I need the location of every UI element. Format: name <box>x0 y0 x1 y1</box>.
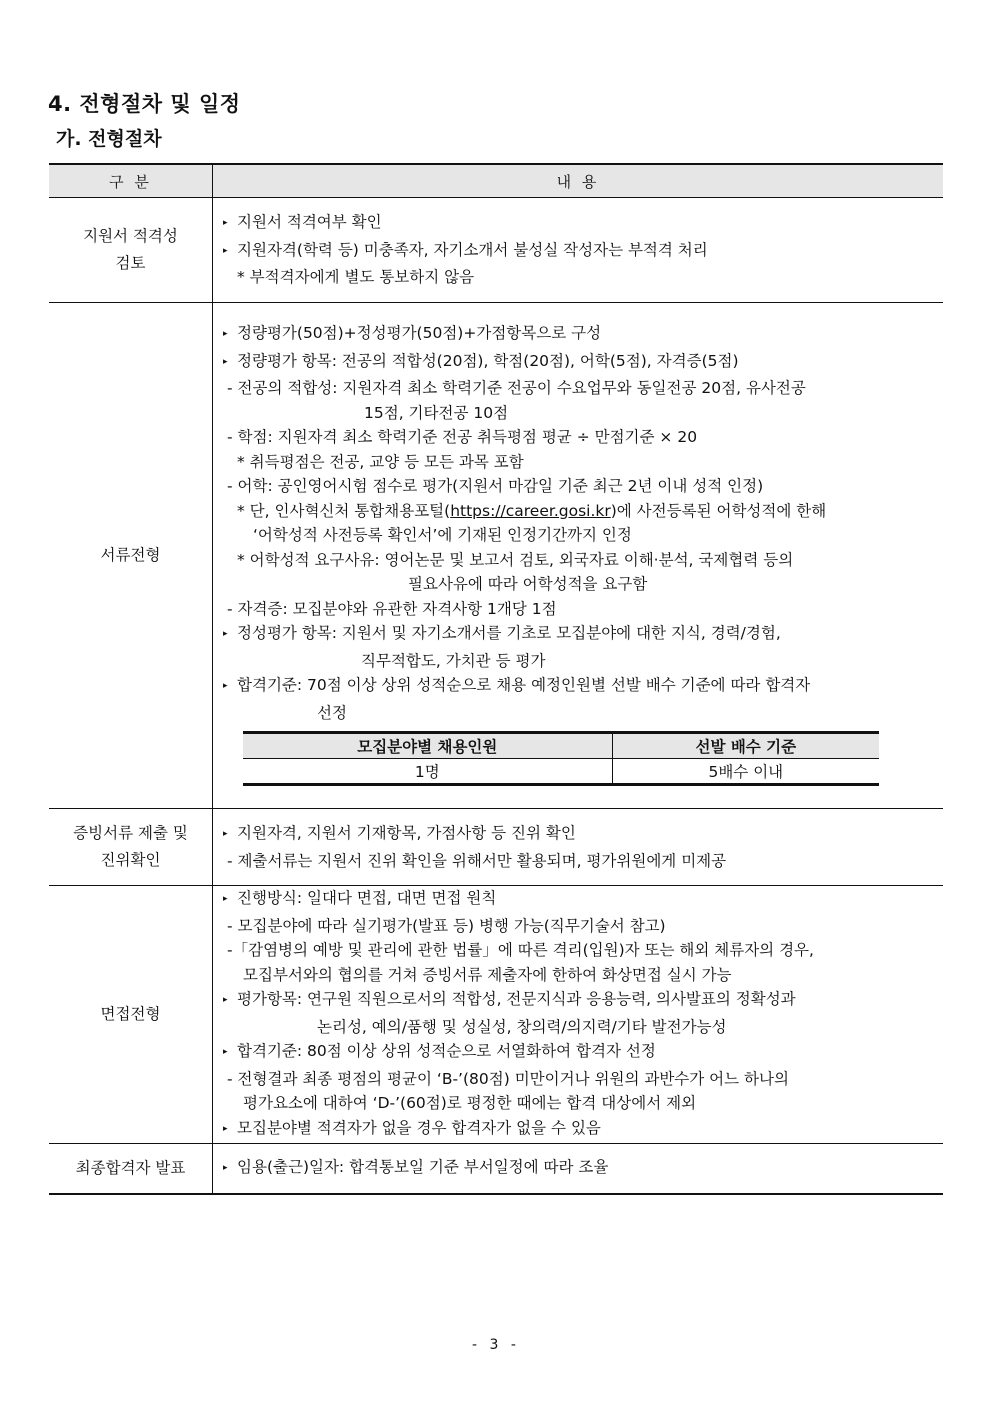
career-portal-link[interactable]: https://career.gosi.kr <box>450 501 611 520</box>
continuation-line: 직무적합도, 가치관 등 평가 <box>361 651 546 670</box>
continuation-line: ‘어학성적 사전등록 확인서’에 기재된 인정기간까지 인정 <box>253 526 632 544</box>
row-content-document <box>213 303 944 809</box>
note-text: * 단, 인사혁신처 통합채용포털( <box>237 501 451 520</box>
dash-item: - 전공의 적합성: 지원자격 최소 학력기준 전공이 수요업무와 동일전공 20점, 유사전공 <box>227 379 806 397</box>
table-row <box>49 809 943 886</box>
table-header-row <box>49 164 943 198</box>
dash-item: - 전형결과 최종 평점의 평균이 ‘B-’(80점) 미만이거나 위원의 과반수가 어느 하나의 <box>227 1069 789 1088</box>
bullet-item: ▸ 정량평가(50점)+정성평가(50점)+가점항목으로 구성 <box>221 321 943 349</box>
bullet-item: ▸ 지원자격, 지원서 기재항목, 가점사항 등 진위 확인 <box>221 821 943 849</box>
dash-item: - 어학: 공인영어시험 점수로 평가(지원서 마감일 기준 최근 2년 이내 성적 인정) <box>227 477 764 495</box>
continuation-line: 15점, 기타전공 10점 <box>364 403 509 422</box>
bullet-item: ▸ 합격기준: 80점 이상 상위 성적순으로 서열화하여 합격자 선정 <box>221 1039 943 1067</box>
selection-ratio-table <box>243 731 879 786</box>
note-item <box>221 499 943 524</box>
row-label-line: 검토 <box>115 254 146 272</box>
row-content-final <box>213 1144 944 1194</box>
continuation-line: 모집부서와의 협의를 거쳐 증빙서류 제출자에 한하여 화상면접 실시 가능 <box>243 965 732 984</box>
row-label-final: 최종합격자 발표 <box>49 1144 213 1194</box>
bullet-item: ▸ 지원서 적격여부 확인 <box>221 210 943 238</box>
table-row <box>49 1144 943 1194</box>
selection-table-row <box>243 759 879 785</box>
continuation-line: 선정 <box>317 703 347 722</box>
table-row <box>49 198 943 303</box>
row-label-eligibility <box>49 198 213 303</box>
selection-table-header <box>243 733 879 759</box>
bullet-item: ▸ 지원자격(학력 등) 미충족자, 자기소개서 불성실 작성자는 부적격 처리 <box>221 238 943 266</box>
row-label-document: 서류전형 <box>49 303 213 809</box>
bullet-item: ▸ 진행방식: 일대다 면접, 대면 면접 원칙 <box>221 886 943 914</box>
row-label-line: 진위확인 <box>100 851 161 869</box>
bullet-item: ▸ 정성평가 항목: 지원서 및 자기소개서를 기초로 모집분야에 대한 지식, 경력/경험, <box>221 621 943 649</box>
dash-item: - 모집분야에 따라 실기평가(발표 등) 병행 가능(직무기술서 참고) <box>227 916 666 935</box>
row-label-line: 지원서 적격성 <box>83 227 178 245</box>
continuation-line: 필요사유에 따라 어학성적을 요구함 <box>408 575 648 593</box>
bullet-item: ▸ 합격기준: 70점 이상 상위 성적순으로 채용 예정인원별 선발 배수 기준에 따라 합격자 <box>221 673 943 701</box>
cell-headcount: 1명 <box>243 759 612 785</box>
bullet-item: ▸ 평가항목: 연구원 직원으로서의 적합성, 전문지식과 응용능력, 의사발표의 정확성과 <box>221 987 943 1015</box>
cell-ratio: 5배수 이내 <box>612 759 879 785</box>
page-number: - 3 - <box>472 1337 520 1353</box>
row-content-verification <box>213 809 944 886</box>
note-text: )에 사전등록된 어학성적에 한해 <box>610 501 827 520</box>
row-label-interview: 면접전형 <box>49 886 213 1144</box>
bullet-item: ▸ 임용(출근)일자: 합격통보일 기준 부서일정에 따라 조율 <box>221 1155 943 1183</box>
table-row <box>49 886 943 1144</box>
continuation-line: 논리성, 예의/품행 및 성실성, 창의력/의지력/기타 발전가능성 <box>317 1017 727 1036</box>
row-content-interview <box>213 886 944 1144</box>
column-header-category: 구 분 <box>49 164 213 198</box>
procedure-table <box>49 163 943 1195</box>
bullet-item: ▸ 정량평가 항목: 전공의 적합성(20점), 학점(20점), 어학(5점), 자격증(5점) <box>221 349 943 377</box>
dash-item: - 자격증: 모집분야와 유관한 자격사항 1개당 1점 <box>227 599 557 618</box>
dash-item: -「감염병의 예방 및 관리에 관한 법률」에 따른 격리(입원)자 또는 해외 체류자의 경우, <box>227 941 814 959</box>
row-label-verification <box>49 809 213 886</box>
dash-item: - 제출서류는 지원서 진위 확인을 위해서만 활용되며, 평가위원에게 미제공 <box>227 851 727 870</box>
row-label-line: 증빙서류 제출 및 <box>73 824 188 842</box>
row-content-eligibility <box>213 198 944 303</box>
subsection-heading: 가. 전형절차 <box>56 128 162 150</box>
header-ratio: 선발 배수 기준 <box>612 733 879 759</box>
table-row <box>49 303 943 809</box>
note-item: * 부적격자에게 별도 통보하지 않음 <box>237 268 475 287</box>
bullet-item: ▸ 모집분야별 적격자가 없을 경우 합격자가 없을 수 있음 <box>221 1116 943 1144</box>
note-item: * 취득평점은 전공, 교양 등 모든 과목 포함 <box>237 452 524 471</box>
note-item: * 어학성적 요구사유: 영어논문 및 보고서 검토, 외국자료 이해·분석, 국제협력 등의 <box>237 550 794 569</box>
section-heading: 4. 전형절차 및 일정 <box>48 92 241 116</box>
column-header-content: 내 용 <box>213 164 944 198</box>
dash-item: - 학점: 지원자격 최소 학력기준 전공 취득평점 평균 ÷ 만점기준 × 20 <box>227 428 698 446</box>
continuation-line: 평가요소에 대하여 ‘D-’(60점)로 평정한 때에는 합격 대상에서 제외 <box>243 1094 697 1112</box>
header-headcount: 모집분야별 채용인원 <box>243 733 612 759</box>
